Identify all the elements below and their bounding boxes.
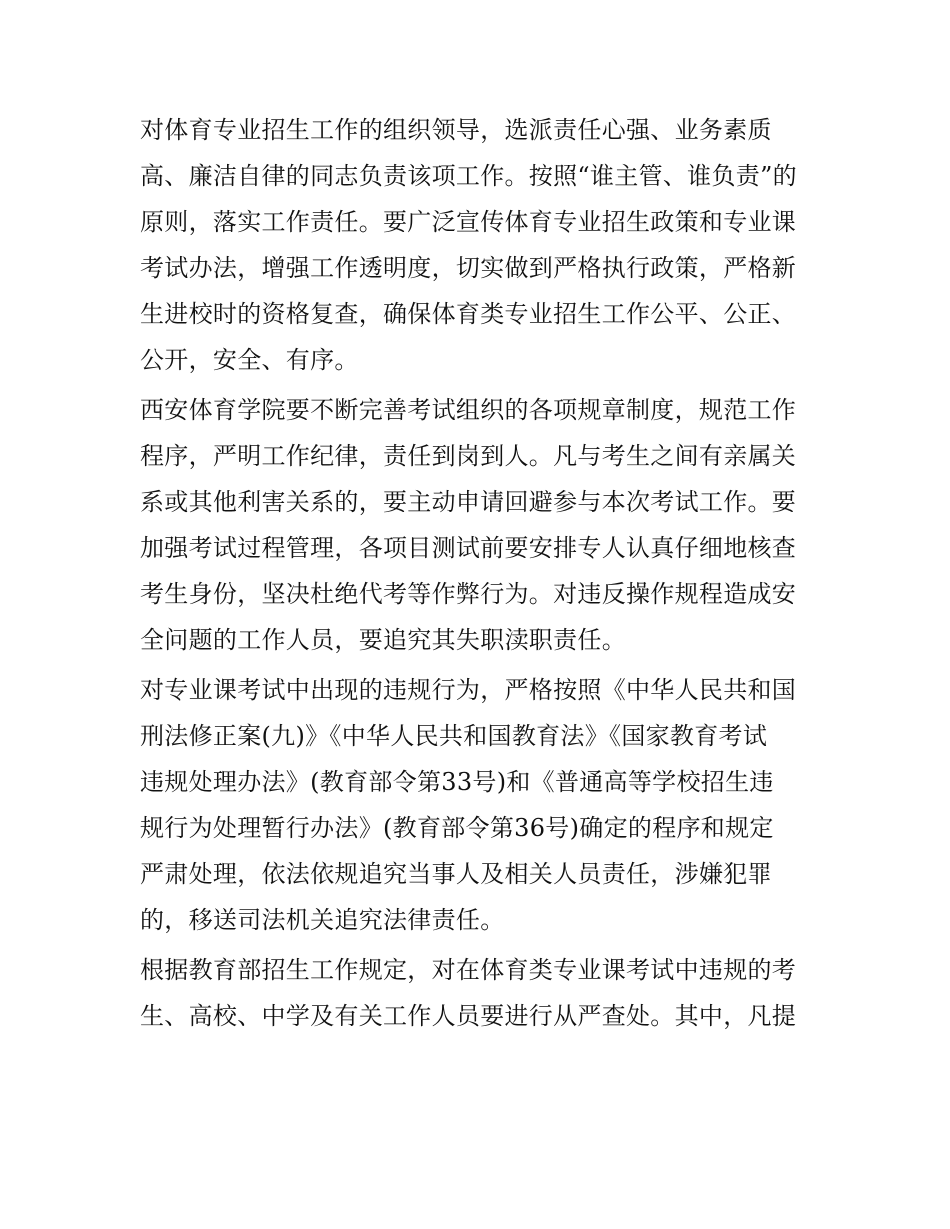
- document-body: [140, 107, 820, 1043]
- text-line: 对体育专业招生工作的组织领导，选派责任心强、业务素质: [140, 116, 772, 144]
- text-line: 刑法修正案(九)》《中华人民共和国教育法》《国家教育考试: [140, 722, 768, 750]
- paragraph-2: [140, 387, 820, 663]
- text-line: 程序，严明工作纪律，责任到岗到人。凡与考生之间有亲属关: [140, 442, 797, 470]
- text-line: 违规处理办法》(教育部令第33号)和《普通高等学校招生违: [140, 768, 774, 796]
- text-line: 原则，落实工作责任。要广泛宣传体育专业招生政策和专业课: [140, 208, 797, 236]
- text-line: 规行为处理暂行办法》(教育部令第36号)确定的程序和规定: [140, 814, 774, 842]
- paragraph-1: [140, 107, 820, 383]
- text-line: 考试办法，增强工作透明度，切实做到严格执行政策，严格新: [140, 254, 797, 282]
- text-line: 系或其他利害关系的，要主动申请回避参与本次考试工作。要: [140, 488, 797, 516]
- text-line: 西安体育学院要不断完善考试组织的各项规章制度，规范工作: [140, 396, 797, 424]
- paragraph-4: [140, 947, 820, 1039]
- text-line: 高、廉洁自律的同志负责该项工作。按照“谁主管、谁负责”的: [140, 162, 797, 190]
- text-line: 严肃处理，依法依规追究当事人及相关人员责任，涉嫌犯罪: [140, 860, 772, 888]
- paragraph-3: [140, 667, 820, 943]
- text-line: 全问题的工作人员，要追究其失职渎职责任。: [140, 626, 626, 654]
- text-line: 的，移送司法机关追究法律责任。: [140, 906, 505, 934]
- text-line: 加强考试过程管理，各项目测试前要安排专人认真仔细地核查: [140, 534, 797, 562]
- text-line: 根据教育部招生工作规定，对在体育类专业课考试中违规的考: [140, 956, 797, 984]
- text-line: 生、高校、中学及有关工作人员要进行从严查处。其中，凡提: [140, 1002, 797, 1030]
- text-line: 公开，安全、有序。: [140, 346, 359, 374]
- text-line: 考生身份，坚决杜绝代考等作弊行为。对违反操作规程造成安: [140, 580, 797, 608]
- text-line: 对专业课考试中出现的违规行为，严格按照《中华人民共和国: [140, 676, 797, 704]
- text-line: 生进校时的资格复查，确保体育类专业招生工作公平、公正、: [140, 300, 797, 328]
